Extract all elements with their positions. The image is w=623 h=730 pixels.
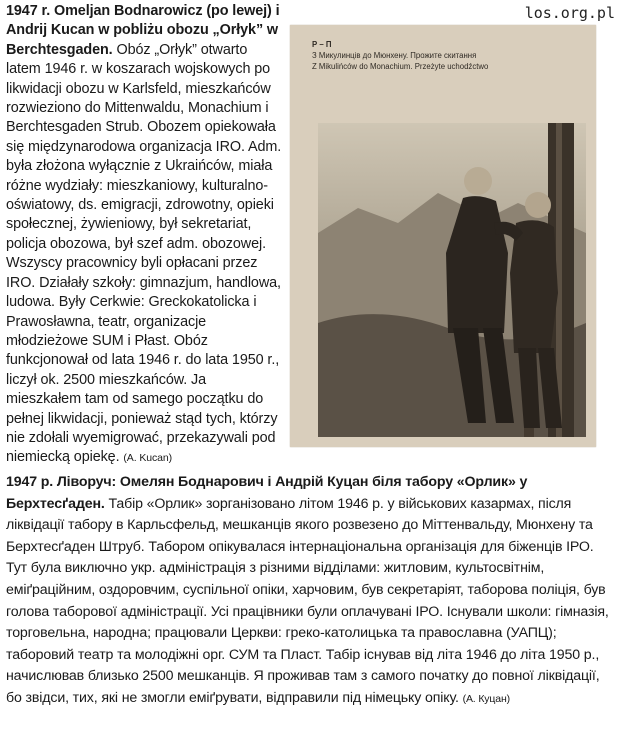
ukrainian-body: Табір «Орлик» зорганізовано літом 1946 р. у військових казармах, після ліквідації табору в Карльсфельд, мешканців якого розвезено до Міттенвальду, Мюнхену та Берхтесґаден Штруб. Табором опікувалася інтернаціональна організація для біженців ІРО. Тут була виключно укр. адміністрація з різними відділами: житловим, культосвітнім, еміґраційним, оздоровчим, суспільної опіки, харчовим, був секретаріят, таборова поліція, був голова таборової адміністрації. Усі працівники були оплачувані ІРО. Існували школи: гімназія, торговельна, народна; працювали Церкви: греко-католицька та православна (УАПЦ); таборовий театр та молодіжні орг. СУМ та Пласт. Табір існував від літа 1946 до літа 1950 р., начислював близько 2500 мешканців. Я проживав там з самого початку до повної ліквідації, бо звідси, тих, які не змогли еміґрувати, відправили під німецьку опіку. <box>6 495 609 706</box>
photo-illustration <box>318 123 586 437</box>
photo-card <box>290 25 596 447</box>
polish-heading: 1947 r. Omeljan Bodnarowicz (po lewej) i Andrij Kucan w pobliżu obozu „Orłyk” w Berchtesgaden. <box>6 3 280 58</box>
polish-credit: (A. Kucan) <box>123 452 173 465</box>
photo-caption <box>312 39 582 72</box>
site-logo: los.org.pl <box>524 4 615 22</box>
polish-body: Obóz „Orłyk” otwarto latem 1946 r. w koszarach wojskowych po likwidacji obozu w Karlsfeld, mieszkańców rozwieziono do Mittenwaldu, Monachium i Berchtesgaden Strub. Obozem opiekowała się międzynarodowa organizacja IRO. Adm. była złożona wyłącznie z Ukraińców, miała różne wydziały: mieszkaniowy, kulturalno-oświatowy, ds. emigracji, zdrowotny, opieki społecznej, żywieniowy, był sekretariat, policja obozowa, był szef adm. obozowej. Wszyscy pracownicy byli opłacani przez IRO. Działały szkoły: gimnazjum, handlowa, ludowa. Były Cerkwie: Greckokatolicka i Prawosławna, teatr, organizacje młodzieżowe SUM i Płast. Obóz funkcjonował od lata 1946 r. do lata 1950 r., liczył ok. 2500 mieszkańców. Ja mieszkałem tam od samego początku do pełnej likwidacji, ponieważ stąd tych, którzy nie zdołali wyemigrować, przekazywali pod niemiecką opiekę. <box>6 41 282 466</box>
ukrainian-heading: 1947 р. Ліворуч: Омелян Боднарович і Андрій Куцан біля табору «Орлик» у Берхтесґаден. <box>6 474 528 512</box>
caption-ukrainian: З Микулинців до Мюнхену. Прожите скитання <box>312 51 477 60</box>
polish-description <box>6 2 284 469</box>
ukrainian-credit: (А. Куцан) <box>462 692 510 705</box>
ukrainian-description <box>6 472 618 711</box>
caption-marker: Р – П <box>312 40 332 49</box>
caption-polish: Z Mikulińców do Monachium. Przeżyte uchodźctwo <box>312 62 489 71</box>
historical-photo <box>318 123 586 437</box>
